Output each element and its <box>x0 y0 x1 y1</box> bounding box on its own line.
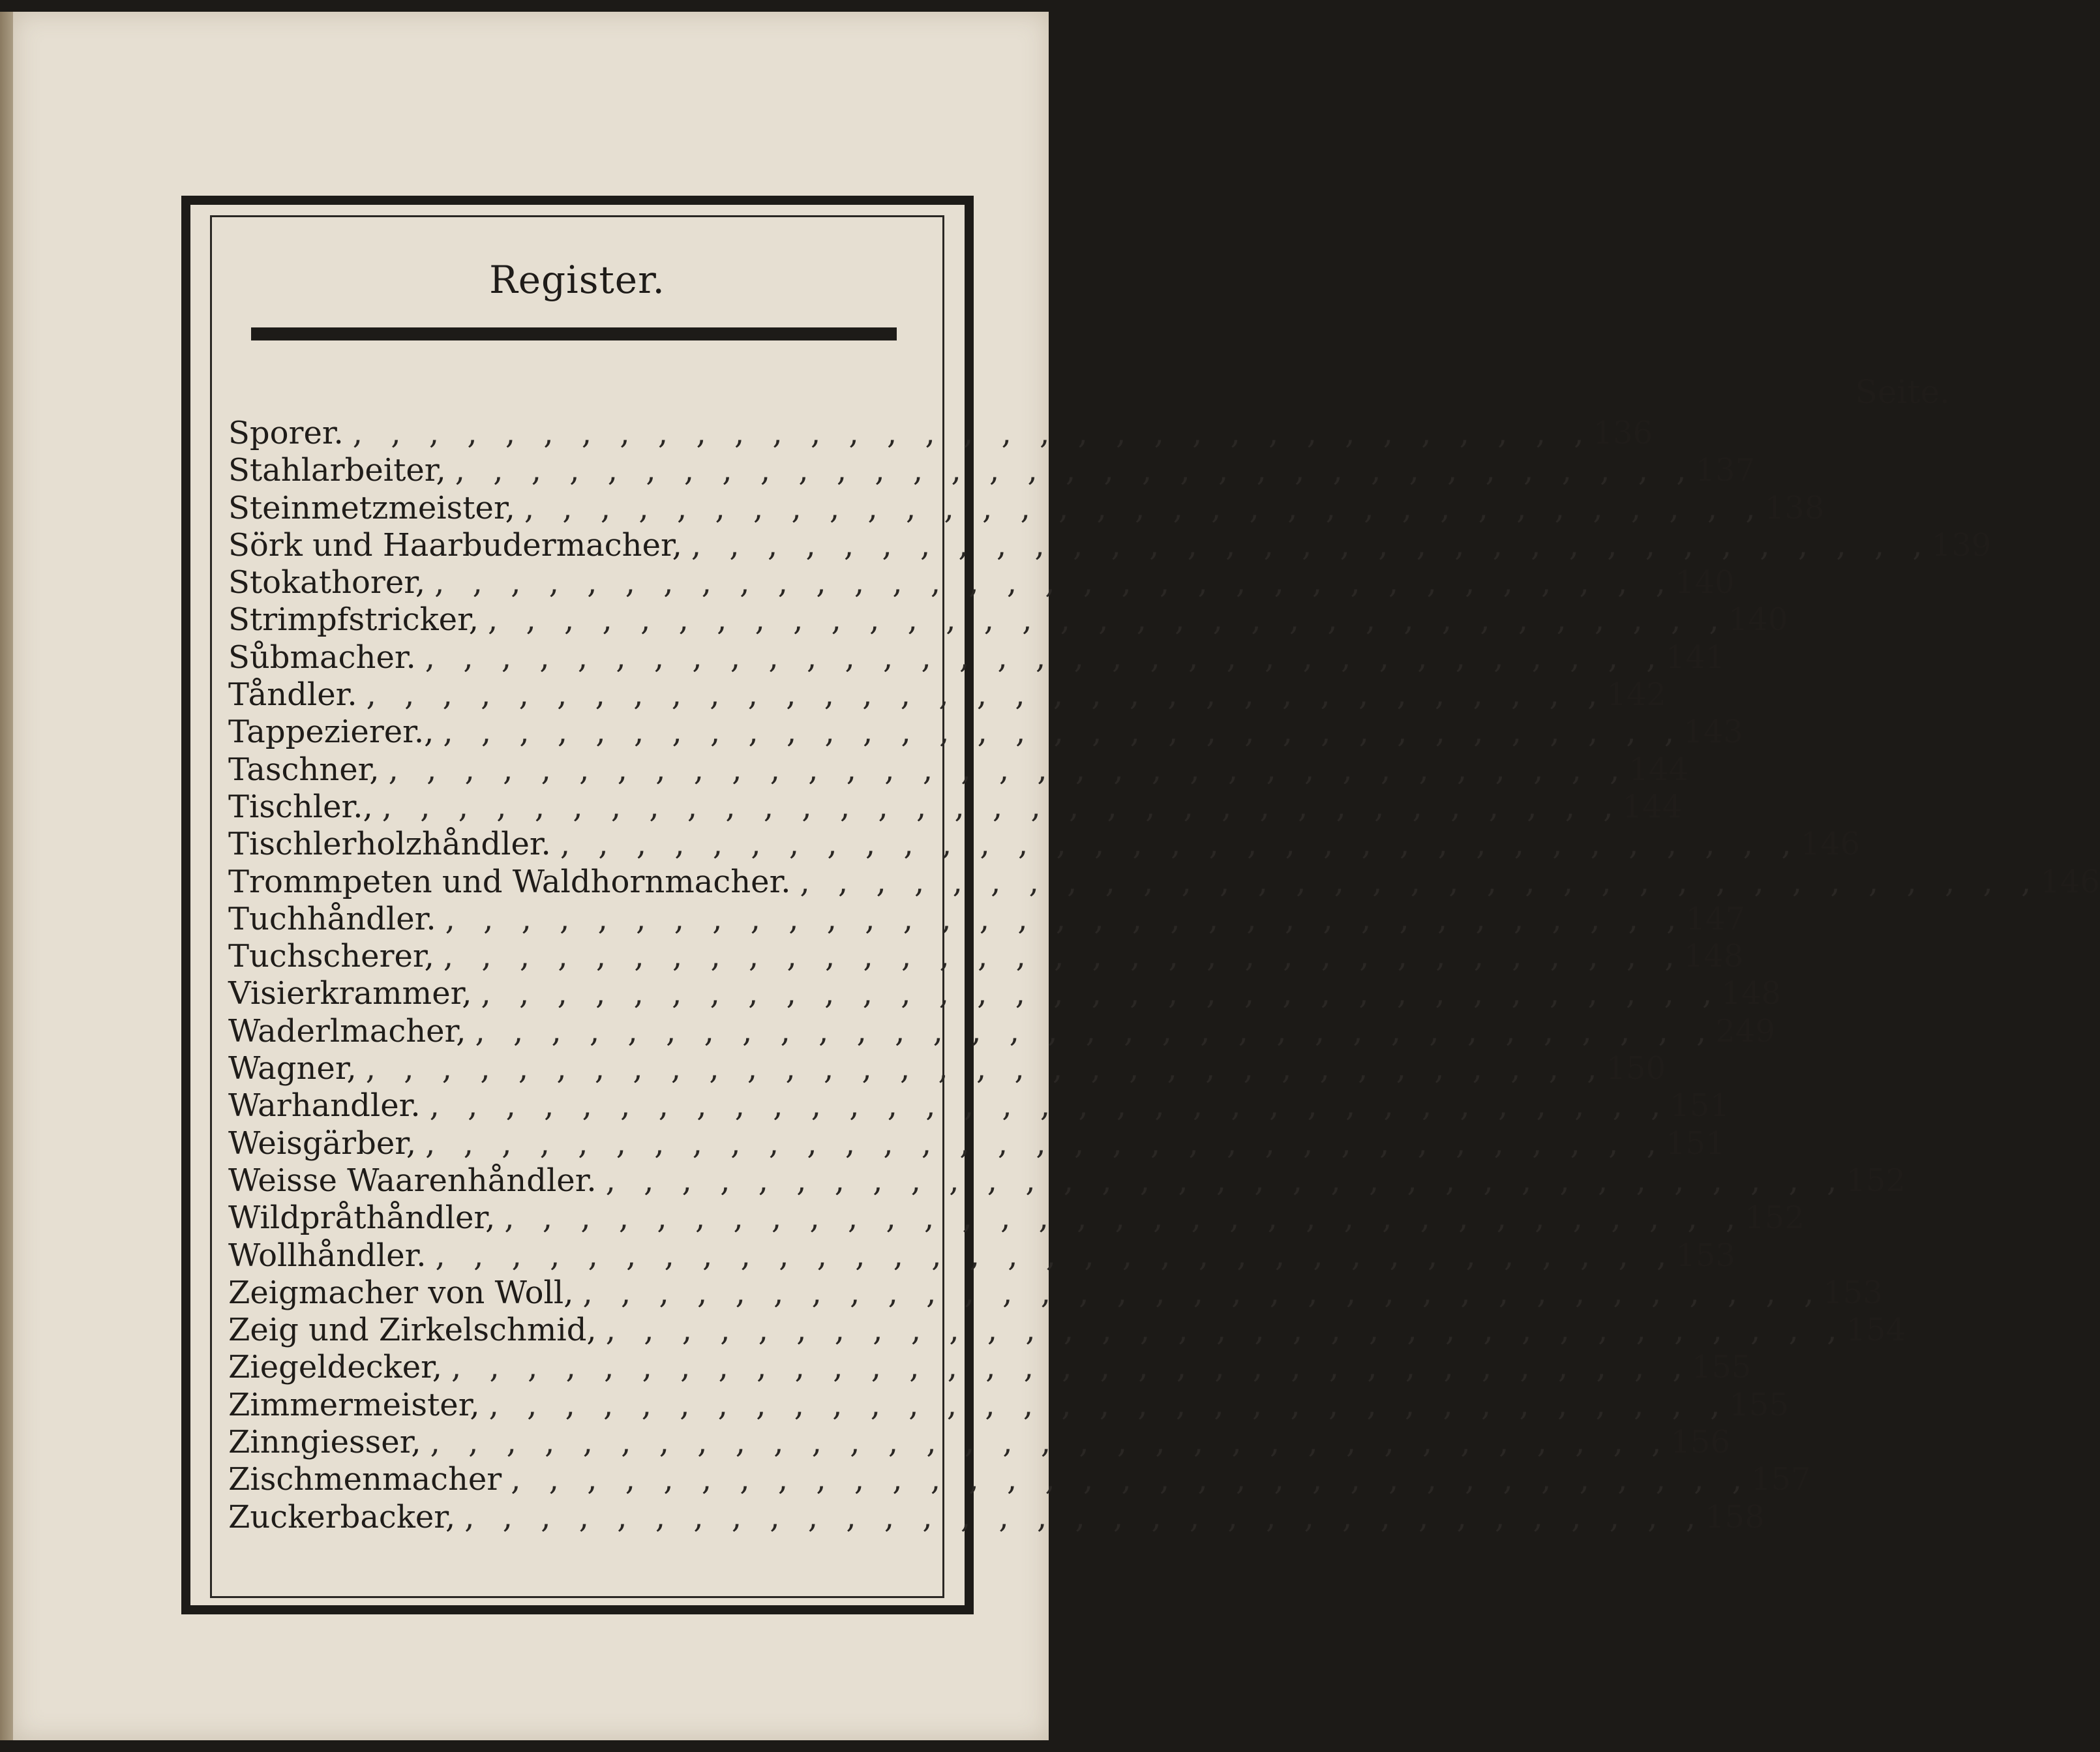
register-entry <box>228 1498 1765 1536</box>
entry-page-number: 155 <box>1729 1386 1790 1423</box>
entry-name: Waderlmacher, <box>228 1012 466 1050</box>
title-rule <box>251 327 897 340</box>
register-entry <box>228 1050 1666 1087</box>
register-entry <box>228 1012 1775 1050</box>
entry-name: Taschner, <box>228 751 380 788</box>
entry-leader: , , , , , , , , , , , , , , , , , , , , , , , , , , , , , , , , , <box>443 714 1684 751</box>
entry-leader: , , , , , , , , , , , , , , , , , , , , , , , , , , , , , , , , , <box>605 1162 1846 1199</box>
entry-name: Wagner, <box>228 1050 357 1087</box>
entry-page-number: 151 <box>1665 1125 1726 1162</box>
entry-name: Sůbmacher. <box>228 639 416 676</box>
entry-leader: , , , , , , , , , , , , , , , , , , , , , , , , , , , , , , , , , <box>425 639 1666 676</box>
entry-leader: , , , , , , , , , , , , , , , , , , , , , , , , , , , , , , , , , <box>488 601 1728 639</box>
entry-page-number: 156 <box>1670 1424 1731 1461</box>
entry-leader: , , , , , , , , , , , , , , , , , , , , , , , , , , , , , , , , , <box>451 1349 1692 1386</box>
entry-page-number: 249 <box>1715 1012 1775 1050</box>
register-entry <box>228 1312 1906 1349</box>
entry-page-number: 153 <box>1675 1237 1735 1274</box>
register-entry <box>228 1200 1805 1237</box>
entry-leader: , , , , , , , , , , , , , , , , , , , , , , , , , , , , , , , , , <box>388 751 1629 788</box>
entry-leader: , , , , , , , , , , , , , , , , , , , , , , , , , , , , , , , , , <box>445 900 1686 937</box>
entry-name: Zuckerbacker, <box>228 1498 456 1535</box>
entry-page-number: 143 <box>1683 714 1743 751</box>
register-entry <box>228 1087 1730 1125</box>
entry-leader: , , , , , , , , , , , , , , , , , , , , , , , , , , , , , , , , , <box>481 975 1722 1012</box>
register-entry <box>228 975 1781 1012</box>
entry-name: Sörk und Haarbudermacher, <box>228 526 682 564</box>
entry-name: Zeig und Zirkelschmid, <box>228 1312 597 1349</box>
register-entry <box>228 938 1744 975</box>
entry-leader: , , , , , , , , , , , , , , , , , , , , , , , , , , , , , , , , , <box>475 1012 1716 1050</box>
register-entry <box>228 639 1726 676</box>
entry-page-number: 153 <box>1823 1274 1883 1311</box>
entry-leader: , , , , , , , , , , , , , , , , , , , , , , , , , , , , , , , , , <box>443 938 1684 975</box>
register-entry <box>228 1424 1731 1461</box>
entry-leader: , , , , , , , , , , , , , , , , , , , , , , , , , , , , , , , , , <box>434 564 1675 601</box>
entry-leader: , , , , , , , , , , , , , , , , , , , , , , , , , , , , , , , , , <box>366 676 1607 714</box>
register-entry <box>228 1386 1790 1424</box>
entry-page-number: 158 <box>1705 1498 1765 1535</box>
entry-page-number: 148 <box>1683 938 1744 975</box>
entry-page-number: 146 <box>2040 863 2100 900</box>
entry-name: Steinmetzmeister, <box>228 489 515 526</box>
entry-leader: , , , , , , , , , , , , , , , , , , , , , , , , , , , , , , , , , <box>464 1498 1705 1535</box>
register-entry <box>228 1461 1811 1498</box>
register-entry <box>228 564 1735 601</box>
entry-name: Tuchhåndler. <box>228 900 436 937</box>
entry-leader: , , , , , , , , , , , , , , , , , , , , , , , , , , , , , , , , , <box>425 1125 1666 1162</box>
entry-page-number: 137 <box>1695 452 1756 489</box>
entry-name: Tischler., <box>228 788 373 825</box>
entry-page-number: 139 <box>1931 526 1992 564</box>
entry-leader: , , , , , , , , , , , , , , , , , , , , , , , , , , , , , , , , , <box>429 1087 1670 1125</box>
entry-leader: , , , , , , , , , , , , , , , , , , , , , , , , , , , , , , , , , <box>511 1461 1752 1498</box>
entry-page-number: 138 <box>1764 489 1825 526</box>
register-entry <box>228 751 1688 789</box>
page-column-header: Seite. <box>1855 373 1950 411</box>
entry-page-number: 151 <box>1670 1087 1730 1125</box>
entry-name: Strimpfstricker, <box>228 601 479 639</box>
register-entry <box>228 489 1825 527</box>
entry-name: Visierkrammer, <box>228 975 472 1012</box>
entry-leader: , , , , , , , , , , , , , , , , , , , , , , , , , , , , , , , , , <box>435 1237 1676 1274</box>
entry-leader: , , , , , , , , , , , , , , , , , , , , , , , , , , , , , , , , , <box>504 1200 1745 1237</box>
entry-page-number: 157 <box>1751 1461 1811 1498</box>
register-entry <box>228 788 1683 826</box>
register-entry <box>228 601 1788 639</box>
register-entry <box>228 452 1756 489</box>
entry-leader: , , , , , , , , , , , , , , , , , , , , , , , , , , , , , , , , , <box>488 1386 1730 1423</box>
register-entry <box>228 676 1666 714</box>
entry-page-number: 144 <box>1628 751 1688 788</box>
entry-page-number: 140 <box>1674 564 1735 601</box>
entry-leader: , , , , , , , , , , , , , , , , , , , , , , , , , , , , , , , , , <box>430 1424 1671 1461</box>
entry-leader: , , , , , , , , , , , , , , , , , , , , , , , , , , , , , , , , , <box>560 826 1801 863</box>
register-list <box>228 415 2100 1536</box>
entry-name: Zeigmacher von Woll, <box>228 1274 574 1311</box>
entry-page-number: 155 <box>1691 1349 1752 1386</box>
entry-name: Tappezierer., <box>228 714 434 751</box>
entry-page-number: 144 <box>1622 788 1683 825</box>
entry-leader: , , , , , , , , , , , , , , , , , , , , , , , , , , , , , , , , , <box>605 1312 1846 1349</box>
entry-leader: , , , , , , , , , , , , , , , , , , , , , , , , , , , , , , , , , <box>382 788 1623 825</box>
entry-name: Stahlarbeiter, <box>228 452 446 489</box>
register-entry <box>228 1349 1752 1386</box>
register-entry <box>228 900 1745 938</box>
entry-page-number: 152 <box>1846 1162 1906 1199</box>
entry-page-number: 150 <box>1606 1050 1666 1087</box>
entry-name: Tuchscherer, <box>228 938 434 975</box>
register-entry <box>228 826 1861 863</box>
register-entry <box>228 1162 1906 1200</box>
register-entry <box>228 1237 1735 1275</box>
register-entry <box>228 863 2100 901</box>
entry-leader: , , , , , , , , , , , , , , , , , , , , , , , , , , , , , , , , , <box>524 489 1765 526</box>
entry-name: Weisse Waarenhåndler. <box>228 1162 597 1199</box>
register-entry <box>228 526 1992 564</box>
entry-name: Zischmenmacher <box>228 1461 502 1498</box>
entry-page-number: 147 <box>1685 900 1745 937</box>
entry-page-number: 141 <box>1665 639 1726 676</box>
register-entry <box>228 714 1743 751</box>
entry-page-number: 146 <box>1800 826 1861 863</box>
entry-name: Sporer. <box>228 415 344 451</box>
entry-leader: , , , , , , , , , , , , , , , , , , , , , , , , , , , , , , , , , <box>352 415 1593 451</box>
entry-leader: , , , , , , , , , , , , , , , , , , , , , , , , , , , , , , , , , <box>691 526 1932 564</box>
entry-name: Warhandler. <box>228 1087 421 1125</box>
entry-name: Zimmermeister, <box>228 1386 480 1423</box>
entry-page-number: 154 <box>1846 1312 1906 1349</box>
entry-name: Stokathorer, <box>228 564 426 601</box>
entry-leader: , , , , , , , , , , , , , , , , , , , , , , , , , , , , , , , , , <box>582 1274 1823 1311</box>
entry-leader: , , , , , , , , , , , , , , , , , , , , , , , , , , , , , , , , , <box>800 863 2041 900</box>
entry-name: Trommpeten und Waldhornmacher. <box>228 863 791 900</box>
entry-name: Tischlerholzhåndler. <box>228 826 551 863</box>
entry-page-number: 140 <box>1728 601 1788 639</box>
entry-page-number: 136 <box>1593 415 1653 451</box>
entry-name: Wildpråthåndler, <box>228 1200 496 1237</box>
entry-name: Zinngiesser, <box>228 1424 421 1461</box>
entry-page-number: 148 <box>1721 975 1781 1012</box>
entry-name: Weisgärber, <box>228 1125 417 1162</box>
entry-leader: , , , , , , , , , , , , , , , , , , , , , , , , , , , , , , , , , <box>455 452 1696 489</box>
entry-page-number: 142 <box>1606 676 1666 714</box>
entry-leader: , , , , , , , , , , , , , , , , , , , , , , , , , , , , , , , , , <box>365 1050 1606 1087</box>
register-entry <box>228 1125 1726 1162</box>
page-title: Register. <box>489 258 665 302</box>
entry-name: Tåndler. <box>228 676 357 714</box>
entry-page-number: 152 <box>1745 1200 1805 1237</box>
entry-name: Wollhåndler. <box>228 1237 427 1274</box>
register-entry <box>228 415 1653 452</box>
entry-name: Ziegeldecker, <box>228 1349 443 1386</box>
register-entry <box>228 1274 1883 1312</box>
